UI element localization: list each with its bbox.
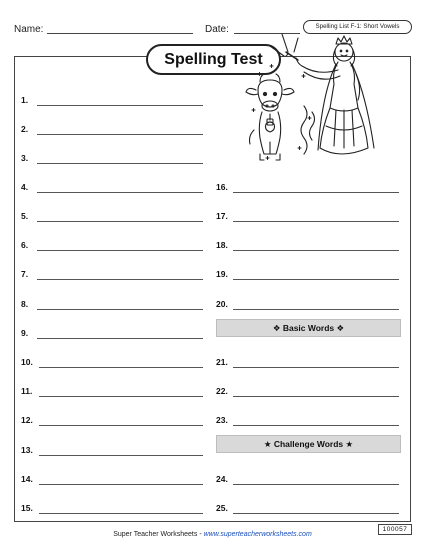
answer-line[interactable] xyxy=(37,309,203,310)
item-number: 10. xyxy=(21,357,33,367)
answer-line[interactable] xyxy=(39,484,203,485)
princess-cow-illustration xyxy=(232,30,410,176)
item-number: 17. xyxy=(216,211,228,221)
answer-line[interactable] xyxy=(233,513,399,514)
answer-line[interactable] xyxy=(233,484,399,485)
item-number: 23. xyxy=(216,415,228,425)
item-number: 2. xyxy=(21,124,29,134)
list-item xyxy=(216,502,399,516)
item-number: 15. xyxy=(21,503,33,513)
item-number: 22. xyxy=(216,386,228,396)
answer-line[interactable] xyxy=(39,455,203,456)
name-label: Name: xyxy=(14,24,44,35)
footer-separator: - xyxy=(197,531,204,538)
item-number: 24. xyxy=(216,474,228,484)
list-item xyxy=(21,327,203,341)
worksheet-code: 100057 xyxy=(378,524,412,535)
answer-line[interactable] xyxy=(233,221,399,222)
answer-line[interactable] xyxy=(37,134,203,135)
list-item xyxy=(216,210,399,224)
item-number: 7. xyxy=(21,269,29,279)
item-number: 13. xyxy=(21,445,33,455)
item-number: 9. xyxy=(21,328,29,338)
list-item xyxy=(216,356,399,370)
list-item xyxy=(216,181,399,195)
answer-line[interactable] xyxy=(233,279,399,280)
item-number: 5. xyxy=(21,211,29,221)
answer-line[interactable] xyxy=(37,250,203,251)
answer-line[interactable] xyxy=(39,367,203,368)
item-number: 11. xyxy=(21,386,33,396)
answer-line[interactable] xyxy=(37,338,203,339)
basic-words-header: ❖ Basic Words ❖ xyxy=(216,319,401,337)
list-item xyxy=(21,385,203,399)
item-number: 16. xyxy=(216,182,228,192)
list-item xyxy=(216,298,399,312)
list-item xyxy=(216,239,399,253)
answer-line[interactable] xyxy=(233,192,399,193)
list-item xyxy=(21,94,203,108)
list-item xyxy=(216,414,399,428)
list-item xyxy=(21,152,203,166)
page-title: Spelling Test xyxy=(146,44,281,75)
footer-link[interactable]: www.superteacherworksheets.com xyxy=(203,531,312,538)
list-item xyxy=(21,239,203,253)
item-number: 14. xyxy=(21,474,33,484)
list-item xyxy=(21,268,203,282)
answer-line[interactable] xyxy=(39,425,203,426)
list-item xyxy=(21,298,203,312)
item-number: 1. xyxy=(21,95,29,105)
list-item xyxy=(216,268,399,282)
list-item xyxy=(216,473,399,487)
answer-line[interactable] xyxy=(233,396,399,397)
item-number: 3. xyxy=(21,153,29,163)
item-number: 8. xyxy=(21,299,29,309)
answer-line[interactable] xyxy=(233,367,399,368)
list-item xyxy=(21,473,203,487)
list-item xyxy=(21,444,203,458)
answer-line[interactable] xyxy=(39,396,203,397)
footer-brand: Super Teacher Worksheets xyxy=(113,531,198,538)
item-number: 6. xyxy=(21,240,29,250)
challenge-words-header: ★ Challenge Words ★ xyxy=(216,435,401,453)
answer-line[interactable] xyxy=(37,192,203,193)
answer-line[interactable] xyxy=(37,105,203,106)
list-item xyxy=(21,123,203,137)
answer-line[interactable] xyxy=(37,279,203,280)
answer-line[interactable] xyxy=(39,513,203,514)
item-number: 12. xyxy=(21,415,33,425)
item-number: 18. xyxy=(216,240,228,250)
date-label: Date: xyxy=(205,24,229,35)
answer-line[interactable] xyxy=(233,425,399,426)
answer-line[interactable] xyxy=(233,250,399,251)
answer-line[interactable] xyxy=(37,221,203,222)
list-item xyxy=(21,210,203,224)
list-item xyxy=(21,356,203,370)
answer-line[interactable] xyxy=(37,163,203,164)
list-item xyxy=(21,502,203,516)
item-number: 21. xyxy=(216,357,228,367)
footer xyxy=(0,531,425,538)
answer-line[interactable] xyxy=(233,309,399,310)
list-item xyxy=(21,181,203,195)
name-field[interactable] xyxy=(47,33,193,34)
list-item xyxy=(21,414,203,428)
item-number: 4. xyxy=(21,182,29,192)
item-number: 20. xyxy=(216,299,228,309)
item-number: 19. xyxy=(216,269,228,279)
list-item xyxy=(216,385,399,399)
spelling-list-tag: Spelling List F-1: Short Vowels xyxy=(303,20,412,34)
item-number: 25. xyxy=(216,503,228,513)
